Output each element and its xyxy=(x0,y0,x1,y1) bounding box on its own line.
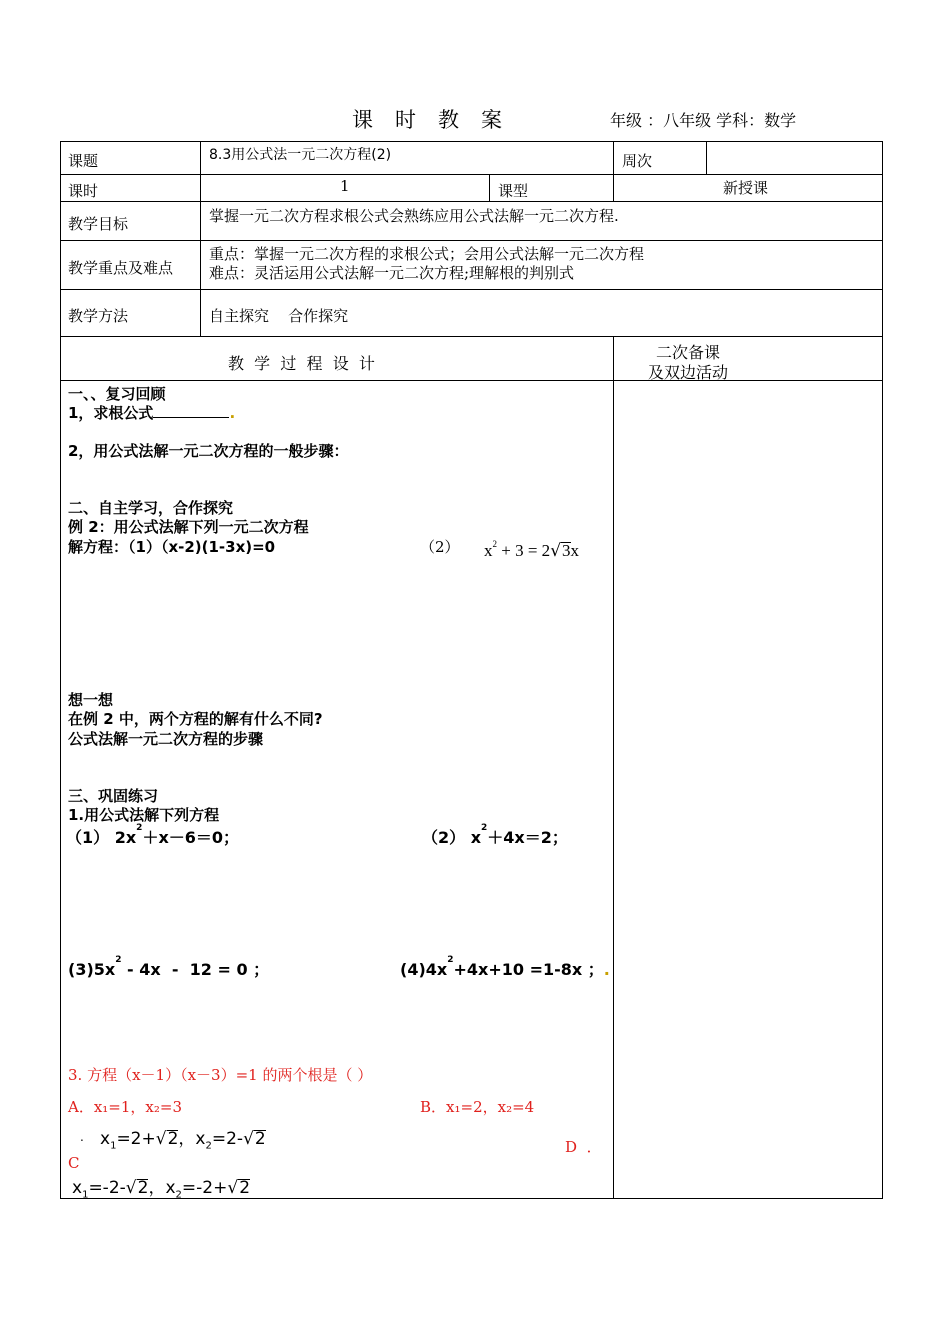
type-value: 新授课 xyxy=(723,179,769,197)
practice-2: （2） $x^2+4x=2$； xyxy=(422,823,568,847)
option-d-roots: $x_1=-2-√2$，$x_2=-2+√2$ xyxy=(72,1178,251,1201)
practice-4: $(4)4x^2+4x+10 =1-8x$ ；. xyxy=(400,955,610,979)
example-eq1: 解方程：（1）（x-2)(1-3x)=0 xyxy=(68,538,276,556)
topic-label: 课题 xyxy=(68,152,99,170)
grade-subject: 年级 ：八年级 学科：数学 xyxy=(610,111,797,130)
option-b: B．x₁=2，x₂=4 xyxy=(420,1098,535,1116)
think-title: 想一想 xyxy=(68,691,114,709)
topic-value: 8.3用公式法一元二次方程(2) xyxy=(209,147,392,163)
think-q2: 公式法解一元二次方程的步骤 xyxy=(68,730,264,748)
key-label: 教学重点及难点 xyxy=(68,259,174,277)
practice-sub: 1.用公式法解下列方程 xyxy=(68,806,220,824)
type-label: 课型 xyxy=(498,182,529,200)
option-c: C xyxy=(68,1154,80,1172)
method-label: 教学方法 xyxy=(68,307,129,325)
method-value: 自主探究 合作探究 xyxy=(209,307,349,325)
think-q1: 在例 2 中，两个方程的解有什么不同? xyxy=(68,710,323,728)
side-heading-1: 二次备课 xyxy=(656,343,721,362)
review-q2: 2，用公式法解一元二次方程的一般步骤： xyxy=(68,442,349,460)
example-2: 例 2：用公式法解下列一元二次方程 xyxy=(68,518,309,536)
page-title: 课 时 教 案 xyxy=(352,108,502,132)
option-a: A．x₁=1，x₂=3 xyxy=(68,1098,183,1116)
design-heading: 教 学 过 程 设 计 xyxy=(228,354,375,373)
review-q1: 1，求根公式 . xyxy=(68,404,236,422)
option-c-roots: $x_1=2+√2$，$x_2=2-√2$ xyxy=(100,1129,266,1152)
example-eq2: $x^2 + 3 = 2√3x$ xyxy=(484,539,580,561)
period-label: 课时 xyxy=(68,182,99,200)
question-3: 3. 方程（x－1）（x－3）=1 的两个根是（ ） xyxy=(68,1066,373,1084)
side-heading-2: 及双边活动 xyxy=(648,363,729,382)
week-label: 周次 xyxy=(622,152,653,170)
period-value: 1 xyxy=(340,177,350,195)
practice-1: （1） $2x^2+x-6=0$； xyxy=(66,823,240,847)
example-eq2-label: （2） xyxy=(420,538,460,556)
difficult-point: 难点：灵活运用公式法解一元二次方程;理解根的判别式 xyxy=(209,264,575,282)
practice-3: $(3)5x^2 - 4x - 12 = 0$ ； xyxy=(68,955,270,979)
option-d: D ． xyxy=(565,1138,602,1156)
goal-label: 教学目标 xyxy=(68,215,129,233)
section-review-title: 一、、复习回顾 xyxy=(68,385,166,403)
section-practice-title: 三、巩固练习 xyxy=(68,787,159,805)
key-point: 重点：掌握一元二次方程的求根公式；会用公式法解一元二次方程 xyxy=(209,245,645,263)
goal-value: 掌握一元二次方程求根公式会熟练应用公式法解一元二次方程. xyxy=(209,207,619,225)
section-explore-title: 二、自主学习，合作探究 xyxy=(68,499,234,517)
